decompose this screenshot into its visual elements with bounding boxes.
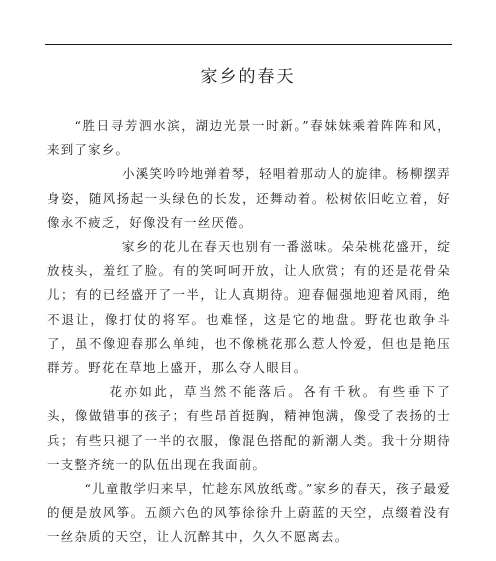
document-title: 家乡的春天: [200, 67, 296, 87]
paragraph-3: 家乡的花儿在春天也别有一番滋味。朵朵桃花盛开，绽放枝头，羞红了脸。有的笑呵呵开放，让人欣赏；有的还是花骨朵儿；有的已经盛开了一半，让人真期待。迎春倔强地迎着风雨，绝不退让，像打仗的将军。也难怪，这是它的地盘。野花也敢争斗了，虽不像迎春那么单纯，也不像桃花那么惹人怜爱，但也是艳压群芳。野花在草地上盛开，那么夺人眼目。: [47, 239, 451, 376]
header-rule: [45, 44, 452, 45]
paragraph-4: 花亦如此，草当然不能落后。各有千秋。有些垂下了头，像做错事的孩子；有些昂首挺胸，精神饱满，像受了表扬的士兵；有些只褪了一半的衣服，像混色搭配的新潮人类。我十分期待一支整齐统一的队伍出现在我面前。: [47, 384, 451, 472]
document-body: [47, 114, 451, 550]
paragraph-5: “儿童散学归来早，忙趁东风放纸鸢。”家乡的春天，孩子最爱的便是放风筝。五颜六色的风筝徐徐升上蔚蓝的天空，点缀着没有一丝杂质的天空，让人沉醉其中，久久不愿离去。: [47, 481, 451, 545]
paragraph-2: 小溪笑吟吟地弹着琴，轻唱着那动人的旋律。杨柳摆弄身姿，随风扬起一头绿色的长发，还舞动着。松树依旧屹立着，好像永不疲乏，好像没有一丝厌倦。: [47, 166, 451, 230]
paragraph-1: “胜日寻芳泗水滨，湖边光景一时新。”春妹妹乘着阵阵和风，来到了家乡。: [47, 118, 451, 158]
